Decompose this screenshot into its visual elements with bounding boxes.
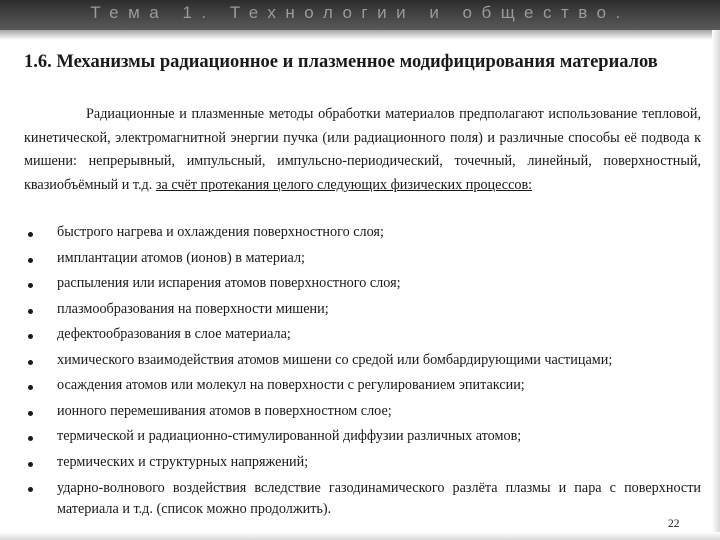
section-heading: 1.6. Механизмы радиационное и плазменное модифицирования материалов <box>24 52 658 72</box>
list-item <box>24 401 701 427</box>
list-item <box>24 273 701 299</box>
list-item-text: ионного перемешивания атомов в поверхностном слое; <box>57 402 392 419</box>
bullet-icon <box>28 436 33 441</box>
list-item <box>24 324 701 350</box>
bullet-icon <box>28 360 33 365</box>
list-item-text: термических и структурных напряжений; <box>57 453 309 470</box>
list-item <box>24 350 701 376</box>
bullet-icon <box>28 487 33 492</box>
intro-underlined-text: за счёт протекания целого следующих физических процессов: <box>155 176 533 193</box>
list-item <box>24 375 701 401</box>
bullet-icon <box>28 258 33 263</box>
bullet-icon <box>28 283 33 288</box>
list-item <box>24 452 701 478</box>
list-item-text: осаждения атомов или молекул на поверхности с регулированием эпитаксии; <box>57 377 525 393</box>
slide-frame-bottom <box>0 532 720 540</box>
bullet-icon <box>28 309 33 314</box>
bullet-icon <box>28 385 33 390</box>
list-item <box>24 222 701 248</box>
slide-frame-right <box>712 30 720 540</box>
bullet-icon <box>28 232 33 237</box>
list-item-text: имплантации атомов (ионов) в материал; <box>57 249 305 266</box>
list-item-text: распыления или испарения атомов поверхностного слоя; <box>57 275 401 291</box>
list-item-text: термической и радиационно-стимулированной диффузии различных атомов; <box>57 428 522 444</box>
page-number: 22 <box>668 518 680 530</box>
bullet-icon <box>28 334 33 339</box>
list-item-text: плазмообразования на поверхности мишени; <box>57 300 329 317</box>
bullet-icon <box>28 411 33 416</box>
list-item <box>24 248 701 274</box>
list-item-text: дефектообразования в слое материала; <box>57 326 291 342</box>
list-item <box>24 478 701 520</box>
list-item-text: ударно-волнового воздействия вследствие газодинамического разлёта плазмы и пара с поверхности материала и т.д. (список можно продолжить). <box>57 480 701 517</box>
list-item <box>24 299 701 325</box>
list-item-text: быстрого нагрева и охлаждения поверхностного слоя; <box>57 224 384 240</box>
list-item-text: химического взаимодействия атомов мишени со средой или бомбардирующими частицами; <box>57 351 613 368</box>
title-banner <box>0 0 720 30</box>
bullet-icon <box>28 462 33 467</box>
banner-title: Тема 1. Технологии и общество. <box>90 3 630 22</box>
intro-paragraph <box>24 103 701 197</box>
intro-text: Радиационные и плазменные методы обработки материалов предполагают использование тепловой, кинетической, электромагнитной энергии пучка (или радиационного поля) и различные способы её подвода к мишени: непрерывный, импульсный, импульсно-периодический, точечный, линейный, поверхностный, квазиобъёмный и т.д. <box>24 106 701 193</box>
banner-shadow <box>0 30 720 40</box>
list-item <box>24 426 701 452</box>
process-list <box>24 222 701 520</box>
